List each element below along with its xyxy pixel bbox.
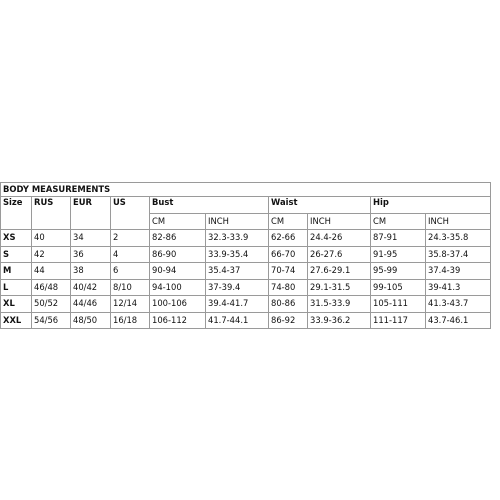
cell-size: XXL — [1, 312, 32, 329]
table-row — [1, 246, 491, 263]
cell-waist-inch: 29.1-31.5 — [308, 279, 371, 296]
cell-rus: 40 — [32, 230, 71, 247]
table-row — [1, 296, 491, 313]
header-eur: EUR — [71, 197, 111, 230]
cell-waist-inch: 24.4-26 — [308, 230, 371, 247]
cell-bust-inch: 37-39.4 — [206, 279, 269, 296]
cell-bust-inch: 41.7-44.1 — [206, 312, 269, 329]
cell-hip-inch: 41.3-43.7 — [426, 296, 491, 313]
cell-rus: 54/56 — [32, 312, 71, 329]
cell-bust-cm: 106-112 — [150, 312, 206, 329]
cell-waist-cm: 66-70 — [269, 246, 308, 263]
cell-size: S — [1, 246, 32, 263]
cell-bust-cm: 82-86 — [150, 230, 206, 247]
body-measurements-table — [0, 182, 491, 329]
cell-eur: 48/50 — [71, 312, 111, 329]
cell-rus: 50/52 — [32, 296, 71, 313]
table-row — [1, 263, 491, 280]
unit-waist-cm: CM — [269, 213, 308, 230]
table-title: BODY MEASUREMENTS — [1, 183, 491, 197]
header-bust: Bust — [150, 197, 269, 214]
cell-us: 2 — [111, 230, 150, 247]
cell-hip-cm: 111-117 — [371, 312, 426, 329]
cell-hip-cm: 87-91 — [371, 230, 426, 247]
cell-hip-inch: 35.8-37.4 — [426, 246, 491, 263]
cell-waist-cm: 70-74 — [269, 263, 308, 280]
cell-us: 12/14 — [111, 296, 150, 313]
table-row — [1, 279, 491, 296]
cell-size: XL — [1, 296, 32, 313]
cell-hip-cm: 99-105 — [371, 279, 426, 296]
cell-hip-inch: 43.7-46.1 — [426, 312, 491, 329]
header-rus: RUS — [32, 197, 71, 230]
cell-waist-cm: 74-80 — [269, 279, 308, 296]
cell-bust-inch: 32.3-33.9 — [206, 230, 269, 247]
unit-bust-inch: INCH — [206, 213, 269, 230]
header-us: US — [111, 197, 150, 230]
table-row — [1, 230, 491, 247]
cell-hip-cm: 95-99 — [371, 263, 426, 280]
unit-waist-inch: INCH — [308, 213, 371, 230]
cell-hip-inch: 39-41.3 — [426, 279, 491, 296]
cell-hip-cm: 105-111 — [371, 296, 426, 313]
cell-bust-cm: 94-100 — [150, 279, 206, 296]
cell-waist-cm: 86-92 — [269, 312, 308, 329]
unit-hip-cm: CM — [371, 213, 426, 230]
cell-waist-inch: 26-27.6 — [308, 246, 371, 263]
cell-eur: 44/46 — [71, 296, 111, 313]
cell-us: 4 — [111, 246, 150, 263]
cell-hip-inch: 37.4-39 — [426, 263, 491, 280]
cell-waist-inch: 33.9-36.2 — [308, 312, 371, 329]
cell-bust-inch: 39.4-41.7 — [206, 296, 269, 313]
header-hip: Hip — [371, 197, 491, 214]
cell-hip-inch: 24.3-35.8 — [426, 230, 491, 247]
cell-bust-cm: 90-94 — [150, 263, 206, 280]
cell-eur: 36 — [71, 246, 111, 263]
cell-waist-inch: 31.5-33.9 — [308, 296, 371, 313]
cell-hip-cm: 91-95 — [371, 246, 426, 263]
table-row — [1, 312, 491, 329]
cell-us: 8/10 — [111, 279, 150, 296]
cell-eur: 38 — [71, 263, 111, 280]
cell-waist-cm: 80-86 — [269, 296, 308, 313]
cell-bust-cm: 86-90 — [150, 246, 206, 263]
cell-us: 16/18 — [111, 312, 150, 329]
header-waist: Waist — [269, 197, 371, 214]
cell-rus: 44 — [32, 263, 71, 280]
cell-waist-inch: 27.6-29.1 — [308, 263, 371, 280]
cell-waist-cm: 62-66 — [269, 230, 308, 247]
cell-bust-inch: 33.9-35.4 — [206, 246, 269, 263]
cell-us: 6 — [111, 263, 150, 280]
unit-bust-cm: CM — [150, 213, 206, 230]
header-size: Size — [1, 197, 32, 230]
unit-hip-inch: INCH — [426, 213, 491, 230]
cell-eur: 34 — [71, 230, 111, 247]
cell-bust-inch: 35.4-37 — [206, 263, 269, 280]
cell-rus: 42 — [32, 246, 71, 263]
cell-size: L — [1, 279, 32, 296]
cell-rus: 46/48 — [32, 279, 71, 296]
cell-eur: 40/42 — [71, 279, 111, 296]
cell-size: M — [1, 263, 32, 280]
cell-bust-cm: 100-106 — [150, 296, 206, 313]
cell-size: XS — [1, 230, 32, 247]
